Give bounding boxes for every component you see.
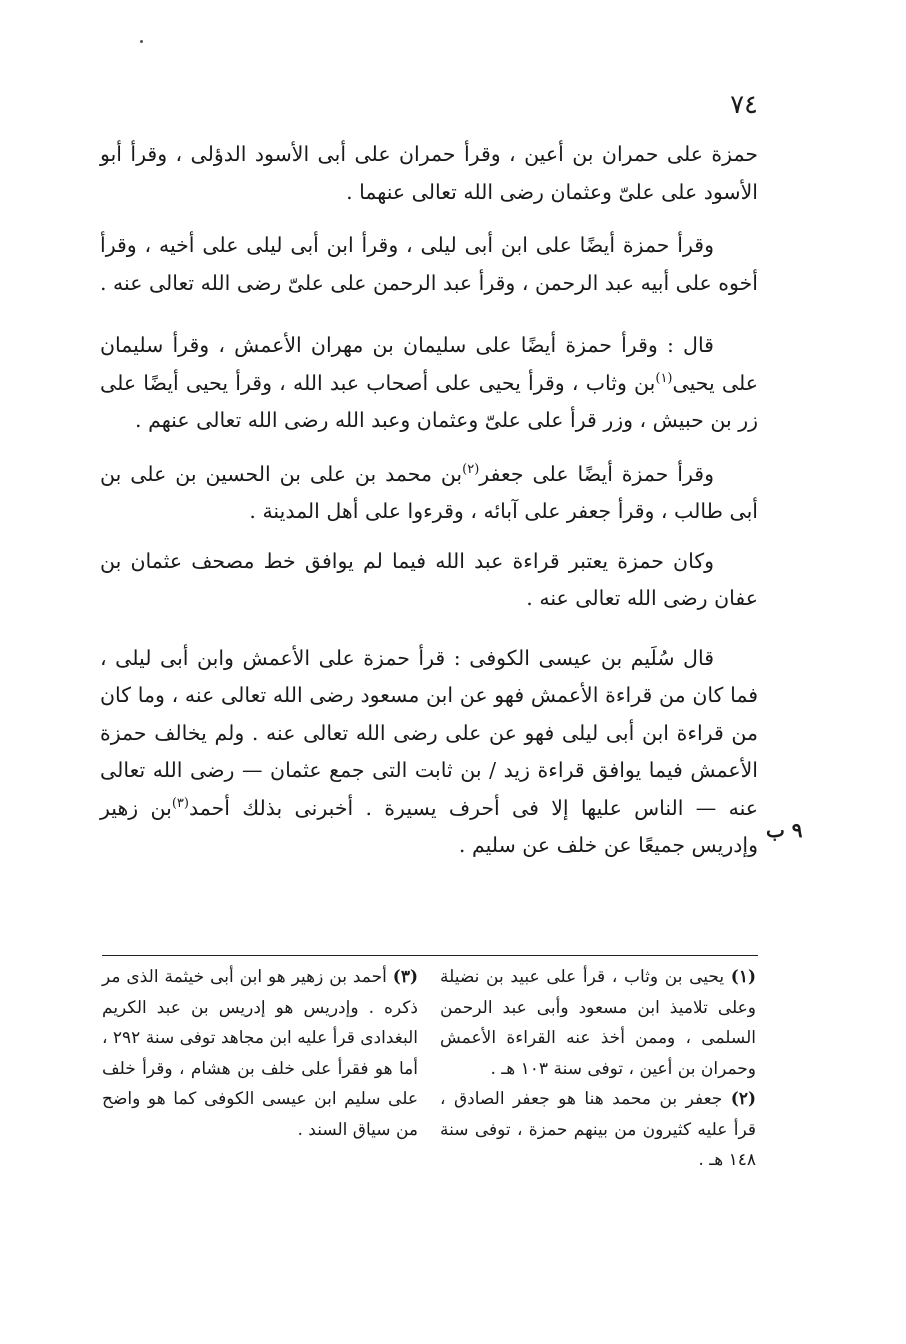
page-number: ٧٤ (730, 90, 758, 120)
footnote-ref-1: (١) (655, 370, 673, 386)
footnote-1-number: (١) (730, 967, 756, 987)
paragraph-2-text: وقرأ حمزة أيضًا على ابن أبى ليلى ، وقرأ ابن أبى ليلى على أخيه ، وقرأ أخوه على أبيه عبد الرحمن ، وقرأ عبد الرحمن على علىّ رضى الله تعالى عنه . (100, 233, 758, 295)
paragraph-1: حمزة على حمران بن أعين ، وقرأ حمران على أبى الأسود الدؤلى ، وقرأ أبو الأسود على علىّ وعثمان رضى الله تعالى عنهما . (100, 142, 758, 204)
manuscript-folio-note: ٩ ب (766, 818, 803, 842)
paragraph-2 (100, 227, 758, 302)
footnote-ref-3: (٣) (171, 795, 189, 811)
paragraph-4-text-b: بن محمد بن على بن الحسين بن على بن أبى طالب ، وقرأ جعفر على آبائه ، وقرءوا على أهل المدينة . (100, 461, 758, 523)
footnote-1 (440, 962, 756, 1084)
footnotes-right-column (440, 962, 756, 1176)
paragraph-3 (100, 327, 758, 440)
footnote-3-text: أحمد بن زهير هو ابن أبى خيثمة الذى مر ذكره . وإدريس هو إدريس بن عبد الكريم البغدادى قرأ عليه ابن مجاهد توفى سنة ٢٩٢ ، أما هو فقرأ على خلف بن هشام ، وقرأ خلف على سليم ابن عيسى الكوفى كما هو واضح من سياق السند . (102, 967, 419, 1140)
footnote-2-number: (٢) (730, 1089, 756, 1109)
paragraph-3-text-b: بن وثاب ، وقرأ يحيى على أصحاب عبد الله ، وقرأ يحيى أيضًا على زر بن حبيش ، وزر قرأ على علىّ وعثمان وعبد الله رضى الله تعالى عنهم . (100, 370, 758, 432)
footnote-2 (440, 1084, 756, 1176)
paragraph-3-text-a: قال : وقرأ حمزة أيضًا على سليمان بن مهران الأعمش ، وقرأ سليمان على يحيى (100, 333, 759, 395)
paragraph-5 (100, 543, 758, 618)
paragraph-6-text-a: قال سُلَيم بن عيسى الكوفى : قرأ حمزة على الأعمش وابن أبى ليلى ، فما كان من قراءة الأعمش فهو عن ابن مسعود رضى الله تعالى عنه ، وما كان من قراءة ابن أبى ليلى فهو عن على رضى الله تعالى عنه . ولم يخالف حمزة الأعمش فيما يوافق قراءة زيد / بن ثابت التى جمع عثمان — رضى الله تعالى عنه — الناس عليها إلا فى أحرف يسيرة . أخبرنى بذلك أحمد (100, 645, 758, 820)
paragraph-6 (100, 640, 758, 865)
footnote-1-text: يحيى بن وثاب ، قرأ على عبيد بن نضيلة وعلى تلاميذ ابن مسعود وأبى عبد الرحمن السلمى ، وممن أخذ عنه القراءة الأعمش وحمران بن أعين ، توفى سنة ١٠٣ هـ . (440, 967, 756, 1079)
paragraph-6-text-b: بن زهير وإدريس جميعًا عن خلف عن سليم . (100, 795, 758, 857)
paragraph-4-text-a: وقرأ حمزة أيضًا على جعفر (479, 461, 714, 486)
main-text (100, 136, 758, 865)
paragraph-5-text: وكان حمزة يعتبر قراءة عبد الله فيما لم يوافق خط مصحف عثمان بن عفان رضى الله تعالى عنه . (100, 548, 758, 610)
footnote-3 (102, 962, 418, 1145)
footnote-divider (102, 955, 758, 956)
footnote-2-text: جعفر بن محمد هنا هو جعفر الصادق ، قرأ عليه كثيرون من بينهم حمزة ، توفى سنة ١٤٨ هـ . (440, 1089, 756, 1170)
paragraph-4 (100, 456, 758, 531)
speck-mark (140, 40, 143, 43)
footnote-ref-2: (٢) (462, 461, 480, 477)
footnotes-left-column (102, 962, 418, 1145)
footnote-3-number: (٣) (392, 967, 419, 987)
